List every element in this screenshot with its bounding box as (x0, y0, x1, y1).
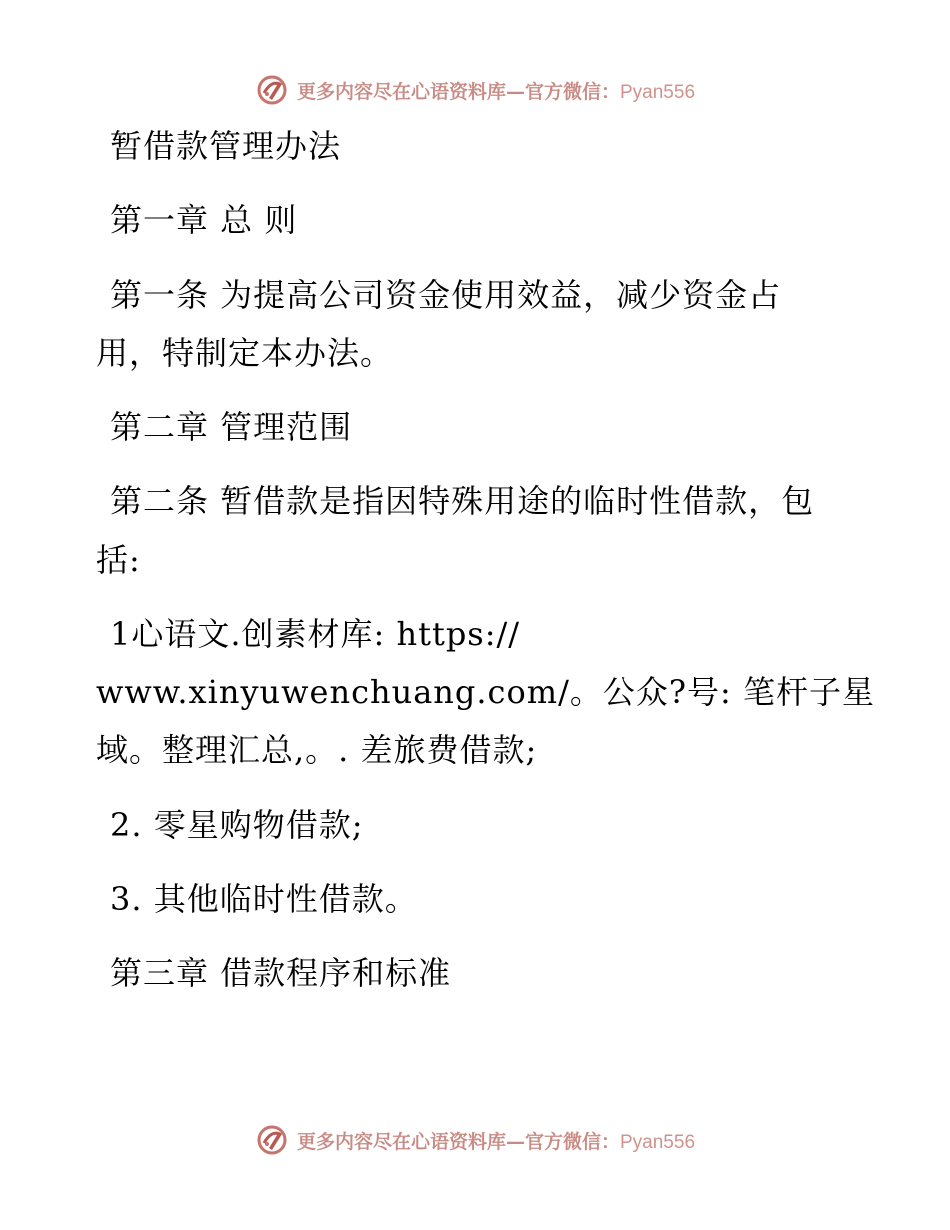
article-2-line-2: 括: (96, 541, 141, 579)
document-title: 暂借款管理办法 (110, 127, 342, 165)
chapter-heading-2: 第二章 管理范围 (110, 408, 353, 446)
list-item-1-line-1: 1心语文.创素材库: https:// (110, 615, 521, 653)
article-1-line-2: 用，特制定本办法。 (96, 334, 394, 372)
watermark-account: Pyan556 (620, 81, 696, 103)
list-item-2: 2. 零星购物借款; (110, 806, 364, 844)
list-item-1-line-3: 域。整理汇总,。. 差旅费借款; (96, 731, 538, 769)
list-item-1-line-2: www.xinyuwenchuang.com/。公众?号: 笔杆子星 (96, 673, 875, 711)
footer-watermark (0, 1120, 950, 1160)
pen-swirl-logo-icon (255, 1123, 289, 1157)
article-1-line-1: 第一条 为提高公司资金使用效益，减少资金占 (110, 276, 782, 314)
article-2-line-1: 第二条 暂借款是指因特殊用途的临时性借款，包 (110, 482, 815, 520)
header-watermark (0, 70, 950, 110)
chapter-heading-3: 第三章 借款程序和标准 (110, 954, 452, 992)
chapter-heading-1: 第一章 总 则 (110, 201, 298, 239)
pen-swirl-logo-icon (255, 73, 289, 107)
watermark-account: Pyan556 (620, 1131, 696, 1153)
watermark-text: 更多内容尽在心语资料库—官方微信：Pyan556 (296, 80, 696, 103)
list-item-3: 3. 其他临时性借款。 (110, 880, 418, 918)
watermark-text: 更多内容尽在心语资料库—官方微信：Pyan556 (296, 1130, 696, 1153)
